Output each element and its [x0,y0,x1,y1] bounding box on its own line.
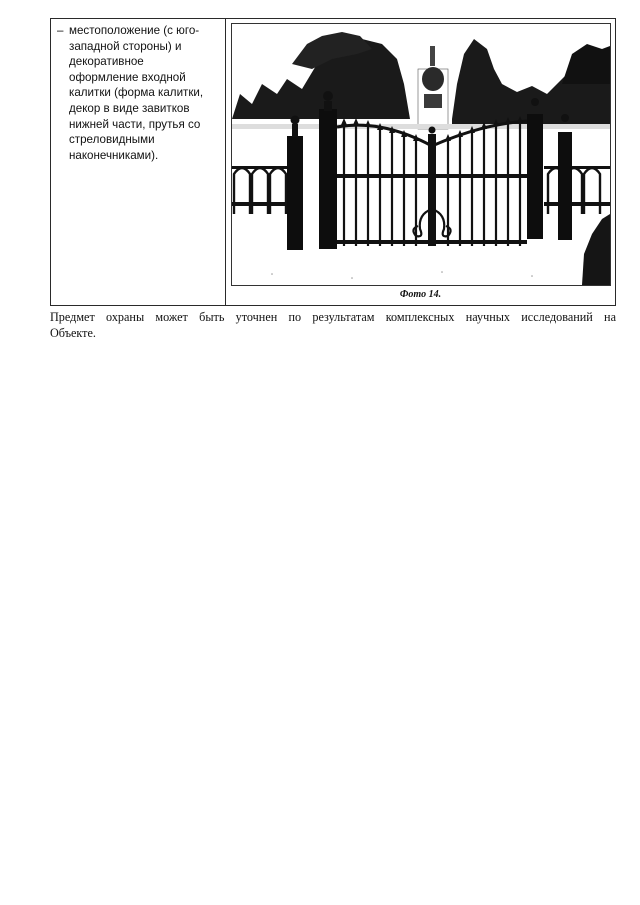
list-item-text [69,23,221,163]
note-paragraph [50,309,616,341]
photo-cell [226,19,615,305]
note-line: Объекте. [50,326,96,340]
protection-subject-table [50,18,616,306]
list-line: стреловидными [69,133,155,147]
list-dash-marker: – [57,24,64,37]
note-line: Предмет охраны может быть уточнен по результатам комплексных научных исследований на [50,310,616,324]
list-line: нижней части, прутья со [69,117,201,131]
list-line: калитки (форма калитки, [69,86,204,100]
list-line: декоративное [69,55,144,69]
description-cell [51,19,226,305]
list-line: западной стороны) и [69,39,182,53]
list-line: местоположение (с юго- [69,24,200,37]
photo-caption: Фото 14. [399,289,442,300]
list-line: декор в виде завитков [69,101,190,115]
list-item [57,23,221,163]
list-line: оформление входной [69,70,186,84]
list-line: наконечниками). [69,148,159,162]
photo-gate [231,23,611,286]
gate-photo-illustration [232,24,610,285]
